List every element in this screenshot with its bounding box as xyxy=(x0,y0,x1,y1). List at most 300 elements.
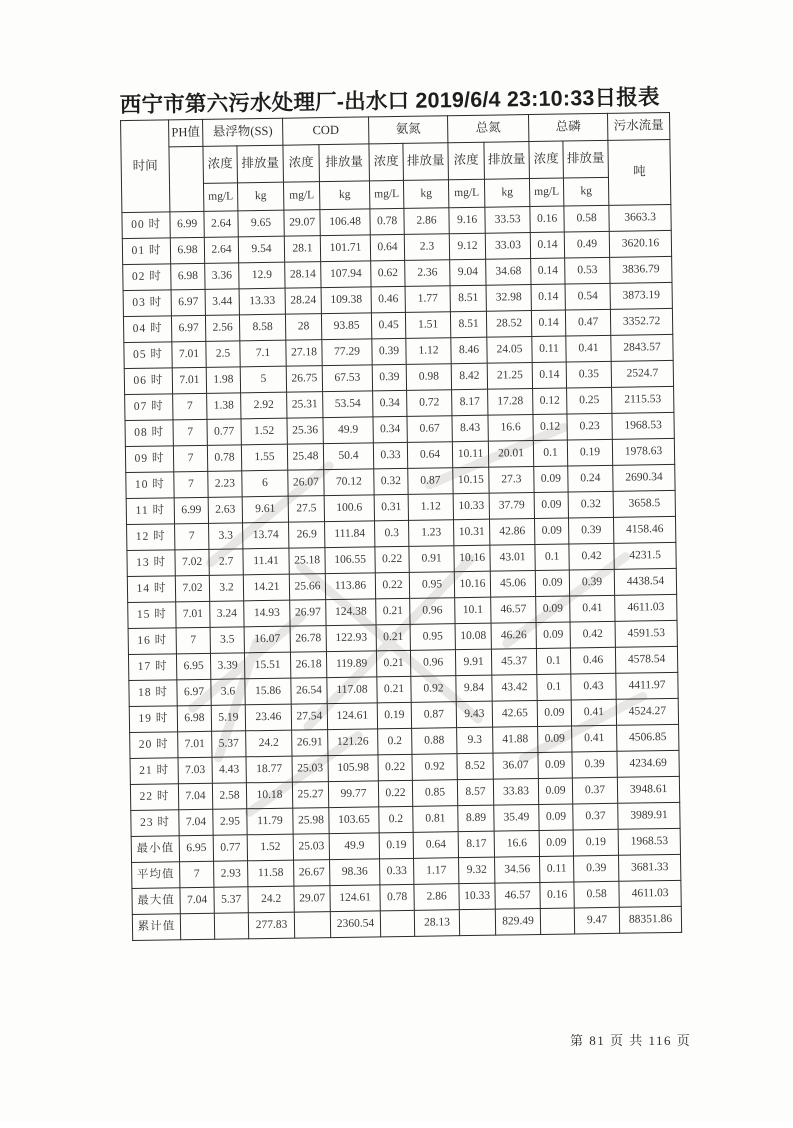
value-cell: 9.04 xyxy=(450,259,486,286)
value-cell: 26.91 xyxy=(292,730,328,757)
value-cell: 7.01 xyxy=(176,601,210,628)
value-cell: 32.98 xyxy=(486,285,531,312)
value-cell: 0.46 xyxy=(371,286,405,313)
value-cell: 0.25 xyxy=(567,387,612,414)
value-cell: 0.96 xyxy=(410,650,455,677)
row-label-cell: 12 时 xyxy=(127,524,175,551)
header-emission: 排放量 xyxy=(237,145,284,183)
value-cell: 16.07 xyxy=(244,626,290,653)
value-cell: 27.3 xyxy=(489,467,534,494)
value-cell: 46.26 xyxy=(491,622,536,649)
value-cell: 1.38 xyxy=(207,393,241,420)
value-cell: 42.65 xyxy=(492,700,537,727)
value-cell: 9.84 xyxy=(456,675,492,702)
value-cell: 7.01 xyxy=(178,731,212,758)
value-cell: 24.2 xyxy=(246,730,292,757)
value-cell: 8.89 xyxy=(458,805,494,832)
value-cell: 2.64 xyxy=(204,237,238,264)
value-cell: 8.58 xyxy=(239,314,285,341)
value-cell: 1.51 xyxy=(405,312,450,339)
value-cell: 26.9 xyxy=(289,522,325,549)
value-cell: 3.24 xyxy=(210,601,244,628)
value-cell: 0.37 xyxy=(573,803,618,830)
header-conc-unit: mg/L xyxy=(203,183,237,212)
value-cell: 106.48 xyxy=(320,209,370,236)
value-cell: 0.67 xyxy=(407,416,452,443)
value-cell xyxy=(214,913,248,940)
value-cell: 2115.53 xyxy=(612,386,674,413)
value-cell: 43.42 xyxy=(492,674,537,701)
value-cell: 0.42 xyxy=(569,543,614,570)
value-cell: 0.87 xyxy=(411,702,456,729)
value-cell: 119.89 xyxy=(326,651,376,678)
value-cell: 0.95 xyxy=(410,624,455,651)
value-cell: 6.98 xyxy=(170,237,204,264)
value-cell xyxy=(180,913,214,940)
value-cell: 0.11 xyxy=(540,856,574,883)
value-cell: 25.66 xyxy=(289,574,325,601)
value-cell: 0.41 xyxy=(570,595,615,622)
value-cell: 0.39 xyxy=(572,751,617,778)
value-cell: 98.36 xyxy=(330,859,380,886)
value-cell: 7.1 xyxy=(240,340,286,367)
value-cell: 0.1 xyxy=(533,440,567,467)
value-cell: 10.16 xyxy=(454,545,490,572)
value-cell: 2524.7 xyxy=(611,360,673,387)
value-cell: 28.52 xyxy=(486,311,531,338)
header-group-tn: 总氮 xyxy=(448,115,529,143)
value-cell: 0.14 xyxy=(531,310,565,337)
header-emission-unit: kg xyxy=(237,182,283,211)
value-cell: 0.22 xyxy=(378,780,412,807)
value-cell: 0.3 xyxy=(375,520,409,547)
value-cell: 3.2 xyxy=(209,575,243,602)
value-cell: 0.91 xyxy=(409,546,454,573)
value-cell xyxy=(380,910,414,937)
value-cell: 28 xyxy=(285,314,321,341)
value-cell: 9.61 xyxy=(242,496,288,523)
value-cell: 101.71 xyxy=(320,235,370,262)
value-cell: 3.39 xyxy=(210,653,244,680)
value-cell: 2.3 xyxy=(404,234,449,261)
value-cell: 27.54 xyxy=(291,704,327,731)
header-conc-unit: mg/L xyxy=(529,178,563,207)
value-cell: 0.14 xyxy=(532,362,566,389)
header-emission: 排放量 xyxy=(563,140,609,178)
value-cell: 67.53 xyxy=(322,365,372,392)
value-cell: 25.03 xyxy=(293,834,329,861)
value-cell: 0.11 xyxy=(532,336,566,363)
value-cell: 1.23 xyxy=(409,520,454,547)
value-cell: 0.58 xyxy=(564,205,609,232)
value-cell: 27.18 xyxy=(286,340,322,367)
value-cell: 1.52 xyxy=(247,834,293,861)
value-cell: 0.23 xyxy=(567,413,612,440)
value-cell: 77.29 xyxy=(322,339,372,366)
value-cell: 0.77 xyxy=(207,419,241,446)
value-cell: 0.58 xyxy=(574,881,619,908)
header-ph: PH值 xyxy=(169,119,203,147)
header-emission-unit: kg xyxy=(484,179,529,208)
row-label-cell: 18 时 xyxy=(129,680,177,707)
value-cell: 0.16 xyxy=(530,206,564,233)
value-cell: 0.92 xyxy=(412,754,457,781)
value-cell: 9.32 xyxy=(459,857,495,884)
value-cell: 0.42 xyxy=(570,621,615,648)
value-cell: 50.4 xyxy=(323,443,373,470)
row-label-cell: 平均值 xyxy=(132,862,180,889)
value-cell: 7.02 xyxy=(175,575,209,602)
value-cell: 100.6 xyxy=(324,495,374,522)
value-cell: 8.52 xyxy=(457,753,493,780)
row-label-cell: 14 时 xyxy=(127,576,175,603)
value-cell: 107.94 xyxy=(321,261,371,288)
row-label-cell: 15 时 xyxy=(128,602,176,629)
value-cell: 10.18 xyxy=(246,782,292,809)
value-cell: 3.5 xyxy=(210,627,244,654)
value-cell: 0.33 xyxy=(380,858,414,885)
value-cell: 0.39 xyxy=(372,338,406,365)
row-label-cell: 11 时 xyxy=(126,498,174,525)
value-cell: 0.39 xyxy=(569,569,614,596)
value-cell: 2.63 xyxy=(208,497,242,524)
value-cell: 0.09 xyxy=(535,570,569,597)
value-cell: 28.1 xyxy=(284,236,320,263)
row-label-cell: 13 时 xyxy=(127,550,175,577)
value-cell xyxy=(459,909,495,936)
value-cell: 9.12 xyxy=(449,233,485,260)
value-cell: 42.86 xyxy=(490,519,535,546)
value-cell: 88351.86 xyxy=(619,906,681,933)
value-cell: 0.64 xyxy=(370,234,404,261)
value-cell: 0.96 xyxy=(410,598,455,625)
row-label-cell: 07 时 xyxy=(125,394,173,421)
header-emission: 排放量 xyxy=(319,144,370,182)
value-cell: 37.79 xyxy=(489,493,534,520)
value-cell: 10.15 xyxy=(453,467,489,494)
value-cell: 36.07 xyxy=(493,752,538,779)
value-cell: 0.12 xyxy=(533,414,567,441)
value-cell: 9.65 xyxy=(238,210,284,237)
value-cell: 0.09 xyxy=(534,492,568,519)
value-cell: 6.95 xyxy=(179,835,213,862)
value-cell: 43.01 xyxy=(490,545,535,572)
value-cell: 0.34 xyxy=(373,390,407,417)
value-cell: 26.97 xyxy=(290,600,326,627)
table-header xyxy=(121,112,671,212)
value-cell: 45.37 xyxy=(491,648,536,675)
value-cell: 103.65 xyxy=(329,807,379,834)
value-cell: 113.86 xyxy=(325,573,375,600)
value-cell: 0.09 xyxy=(539,804,573,831)
header-conc: 浓度 xyxy=(448,142,485,180)
value-cell: 2.7 xyxy=(209,549,243,576)
value-cell: 6.97 xyxy=(171,289,205,316)
value-cell: 45.06 xyxy=(490,570,535,597)
value-cell: 2.56 xyxy=(205,315,239,342)
value-cell: 7 xyxy=(173,393,207,420)
value-cell: 25.03 xyxy=(292,756,328,783)
value-cell: 6.99 xyxy=(170,211,204,238)
value-cell: 6.99 xyxy=(174,497,208,524)
value-cell: 0.21 xyxy=(376,650,410,677)
value-cell: 0.34 xyxy=(373,416,407,443)
value-cell: 9.43 xyxy=(456,701,492,728)
value-cell: 0.09 xyxy=(538,778,572,805)
value-cell: 49.9 xyxy=(329,833,379,860)
value-cell: 49.9 xyxy=(323,417,373,444)
value-cell: 111.84 xyxy=(325,521,375,548)
value-cell: 7 xyxy=(173,445,207,472)
row-label-cell: 22 时 xyxy=(130,784,178,811)
value-cell: 33.83 xyxy=(493,778,538,805)
value-cell: 2.58 xyxy=(212,783,246,810)
value-cell: 26.54 xyxy=(291,678,327,705)
row-label-cell: 最大值 xyxy=(132,888,180,915)
value-cell: 0.1 xyxy=(537,674,571,701)
row-label-cell: 16 时 xyxy=(128,628,176,655)
value-cell: 8.51 xyxy=(450,311,486,338)
value-cell: 0.09 xyxy=(535,518,569,545)
row-label-cell: 06 时 xyxy=(124,368,172,395)
value-cell: 25.18 xyxy=(289,548,325,575)
value-cell: 7.04 xyxy=(179,809,213,836)
value-cell: 4611.03 xyxy=(619,880,681,907)
value-cell: 117.08 xyxy=(327,677,377,704)
value-cell: 105.98 xyxy=(328,755,378,782)
value-cell: 8.17 xyxy=(458,831,494,858)
header-conc: 浓度 xyxy=(369,143,404,181)
table-body xyxy=(122,204,682,940)
value-cell: 0.09 xyxy=(538,752,572,779)
value-cell: 0.78 xyxy=(380,884,414,911)
value-cell: 2.36 xyxy=(405,260,450,287)
value-cell: 0.39 xyxy=(569,517,614,544)
value-cell: 124.61 xyxy=(330,885,380,912)
value-cell: 10.16 xyxy=(454,571,490,598)
report-table xyxy=(120,112,682,941)
value-cell: 53.54 xyxy=(323,391,373,418)
value-cell: 3948.61 xyxy=(617,776,679,803)
value-cell: 24.05 xyxy=(487,337,532,364)
value-cell: 0.88 xyxy=(412,728,457,755)
value-cell: 124.38 xyxy=(326,599,376,626)
value-cell: 0.81 xyxy=(413,806,458,833)
value-cell: 6.97 xyxy=(171,315,205,342)
value-cell: 0.95 xyxy=(409,572,454,599)
value-cell: 1.17 xyxy=(414,858,459,885)
report-title: 西宁市第六污水处理厂-出水口 2019/6/4 23:10:33日报表 xyxy=(119,85,660,118)
value-cell: 0.19 xyxy=(573,829,618,856)
value-cell: 3873.19 xyxy=(610,282,672,309)
value-cell: 4611.03 xyxy=(615,594,677,621)
value-cell: 26.78 xyxy=(290,626,326,653)
value-cell: 12.9 xyxy=(239,262,285,289)
value-cell: 18.77 xyxy=(246,756,292,783)
value-cell: 29.07 xyxy=(294,886,330,913)
value-cell: 0.14 xyxy=(530,232,564,259)
header-emission: 排放量 xyxy=(484,142,530,180)
value-cell: 7 xyxy=(175,523,209,550)
value-cell: 0.85 xyxy=(412,780,457,807)
row-label-cell: 21 时 xyxy=(130,758,178,785)
value-cell: 3.3 xyxy=(209,523,243,550)
value-cell: 4231.5 xyxy=(614,542,676,569)
value-cell: 2.86 xyxy=(414,884,459,911)
value-cell: 9.54 xyxy=(238,236,284,263)
value-cell: 93.85 xyxy=(321,313,371,340)
value-cell: 26.75 xyxy=(286,366,322,393)
value-cell: 1978.63 xyxy=(612,438,674,465)
value-cell: 7 xyxy=(176,627,210,654)
header-conc: 浓度 xyxy=(529,141,564,179)
value-cell: 5 xyxy=(240,366,286,393)
value-cell: 99.77 xyxy=(328,781,378,808)
value-cell: 6.98 xyxy=(177,705,211,732)
value-cell: 6 xyxy=(242,470,288,497)
value-cell: 11.41 xyxy=(243,548,289,575)
value-cell: 0.41 xyxy=(566,335,611,362)
value-cell: 7 xyxy=(174,471,208,498)
row-label-cell: 05 时 xyxy=(124,342,172,369)
value-cell: 0.87 xyxy=(408,468,453,495)
value-cell: 0.33 xyxy=(373,442,407,469)
value-cell: 0.14 xyxy=(531,284,565,311)
value-cell: 0.12 xyxy=(533,388,567,415)
value-cell: 0.77 xyxy=(213,835,247,862)
value-cell: 14.21 xyxy=(243,574,289,601)
value-cell: 2.64 xyxy=(204,211,238,238)
value-cell: 9.91 xyxy=(455,649,491,676)
value-cell: 1.12 xyxy=(406,338,451,365)
value-cell: 0.22 xyxy=(378,754,412,781)
row-label-cell: 00 时 xyxy=(122,212,170,239)
value-cell: 11.79 xyxy=(247,808,293,835)
value-cell: 124.61 xyxy=(327,703,377,730)
value-cell: 8.43 xyxy=(452,415,488,442)
value-cell: 0.53 xyxy=(565,257,610,284)
value-cell: 4524.27 xyxy=(616,698,678,725)
value-cell: 15.86 xyxy=(245,678,291,705)
page-footer: 第 81 页 共 116 页 xyxy=(570,1033,692,1048)
header-group-nh3n: 氨氮 xyxy=(369,116,448,144)
row-label-cell: 17 时 xyxy=(128,654,176,681)
header-group-tp: 总磷 xyxy=(529,113,608,141)
value-cell: 26.18 xyxy=(290,652,326,679)
value-cell: 0.09 xyxy=(538,726,572,753)
value-cell: 2843.57 xyxy=(611,334,673,361)
value-cell: 26.67 xyxy=(294,860,330,887)
value-cell: 7.04 xyxy=(178,783,212,810)
value-cell: 14.93 xyxy=(244,600,290,627)
value-cell: 1.12 xyxy=(408,494,453,521)
value-cell: 0.19 xyxy=(377,702,411,729)
value-cell: 23.46 xyxy=(245,704,291,731)
value-cell: 2690.34 xyxy=(613,464,675,491)
value-cell: 0.45 xyxy=(371,312,405,339)
value-cell: 10.33 xyxy=(453,493,489,520)
header-flow: 污水流量 xyxy=(608,112,670,140)
value-cell: 33.03 xyxy=(485,233,530,260)
value-cell: 3989.91 xyxy=(618,802,680,829)
value-cell: 34.56 xyxy=(495,856,540,883)
value-cell: 0.78 xyxy=(207,445,241,472)
value-cell: 0.09 xyxy=(536,596,570,623)
value-cell: 7.02 xyxy=(175,549,209,576)
value-cell: 122.93 xyxy=(326,625,376,652)
header-time: 时间 xyxy=(121,120,170,213)
value-cell: 0.37 xyxy=(572,777,617,804)
value-cell: 3620.16 xyxy=(609,230,671,257)
value-cell: 0.09 xyxy=(537,700,571,727)
value-cell xyxy=(540,908,574,935)
value-cell: 0.1 xyxy=(535,544,569,571)
value-cell: 1.52 xyxy=(241,418,287,445)
value-cell: 277.83 xyxy=(248,912,294,939)
value-cell: 5.37 xyxy=(212,731,246,758)
value-cell: 7.01 xyxy=(172,341,206,368)
header-conc-unit: mg/L xyxy=(369,180,403,209)
value-cell: 4578.54 xyxy=(615,646,677,673)
value-cell: 13.33 xyxy=(239,288,285,315)
value-cell: 0.64 xyxy=(413,832,458,859)
value-cell: 8.42 xyxy=(451,363,487,390)
value-cell: 13.74 xyxy=(243,522,289,549)
value-cell: 1.77 xyxy=(405,286,450,313)
value-cell: 0.21 xyxy=(377,676,411,703)
value-cell: 1.98 xyxy=(206,367,240,394)
row-label-cell: 08 时 xyxy=(125,420,173,447)
value-cell: 0.35 xyxy=(566,361,611,388)
value-cell: 27.5 xyxy=(288,496,324,523)
value-cell: 3836.79 xyxy=(610,256,672,283)
value-cell: 0.31 xyxy=(374,494,408,521)
value-cell: 0.19 xyxy=(379,832,413,859)
value-cell: 0.09 xyxy=(536,622,570,649)
value-cell: 4411.97 xyxy=(616,672,678,699)
value-cell: 25.98 xyxy=(293,808,329,835)
value-cell: 8.46 xyxy=(451,337,487,364)
value-cell: 11.58 xyxy=(248,860,294,887)
value-cell: 10.1 xyxy=(455,597,491,624)
value-cell: 10.33 xyxy=(459,883,495,910)
value-cell: 0.92 xyxy=(411,676,456,703)
value-cell: 0.14 xyxy=(531,258,565,285)
value-cell: 0.41 xyxy=(571,699,616,726)
row-label-cell: 19 时 xyxy=(129,706,177,733)
value-cell: 4.43 xyxy=(212,757,246,784)
value-cell: 7 xyxy=(180,861,214,888)
row-label-cell: 01 时 xyxy=(122,238,170,265)
value-cell: 7.03 xyxy=(178,757,212,784)
value-cell: 2360.54 xyxy=(330,911,380,938)
value-cell: 3681.33 xyxy=(619,854,681,881)
value-cell: 2.95 xyxy=(213,809,247,836)
value-cell: 8.57 xyxy=(457,779,493,806)
value-cell: 28.24 xyxy=(285,288,321,315)
value-cell: 26.07 xyxy=(288,470,324,497)
header-emission-unit: kg xyxy=(563,177,608,206)
row-label-cell: 10 时 xyxy=(126,472,174,499)
value-cell: 70.12 xyxy=(324,469,374,496)
value-cell: 0.19 xyxy=(567,439,612,466)
header-emission: 排放量 xyxy=(403,143,449,181)
value-cell: 3.6 xyxy=(211,679,245,706)
header-flow-unit: 吨 xyxy=(608,139,671,205)
header-ph-spacer xyxy=(169,146,204,211)
value-cell: 0.22 xyxy=(375,572,409,599)
value-cell: 17.28 xyxy=(488,389,533,416)
